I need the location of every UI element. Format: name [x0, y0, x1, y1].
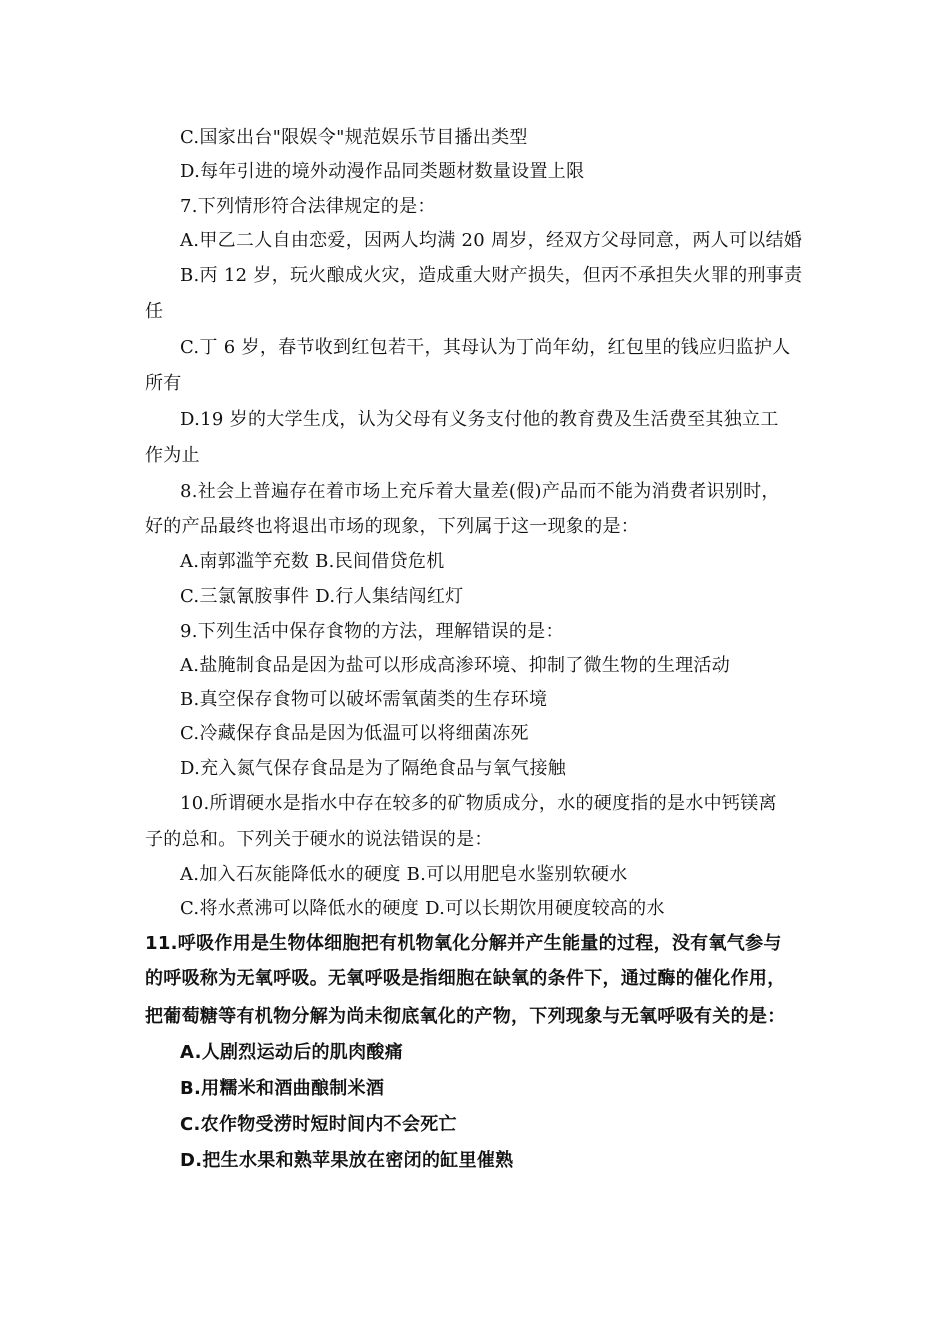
option-11b: B.用糯米和酒曲酿制米酒 — [180, 1078, 385, 1099]
option-6c: C.国家出台"限娱令"规范娱乐节目播出类型 — [180, 127, 528, 148]
option-9d: D.充入氮气保存食品是为了隔绝食品与氧气接触 — [180, 758, 567, 779]
option-8ab: A.南郭滥竽充数 B.民间借贷危机 — [180, 551, 445, 572]
option-11a: A.人剧烈运动后的肌肉酸痛 — [180, 1042, 404, 1063]
option-7d: D.19 岁的大学生戊，认为父母有义务支付他的教育费及生活费至其独立工 — [180, 409, 779, 430]
option-10ab: A.加入石灰能降低水的硬度 B.可以用肥皂水鉴别软硬水 — [180, 864, 628, 885]
option-11c: C.农作物受涝时短时间内不会死亡 — [180, 1114, 457, 1135]
question-11-cont-2: 把葡萄糖等有机物分解为尚未彻底氧化的产物，下列现象与无氧呼吸有关的是： — [145, 1006, 786, 1027]
option-9b: B.真空保存食物可以破坏需氧菌类的生存环境 — [180, 689, 548, 710]
question-7: 7.下列情形符合法律规定的是： — [180, 196, 436, 217]
question-11: 11.呼吸作用是生物体细胞把有机物氧化分解并产生能量的过程，没有氧气参与 — [145, 933, 782, 954]
question-11-cont-1: 的呼吸称为无氧呼吸。无氧呼吸是指细胞在缺氧的条件下，通过酶的催化作用， — [145, 968, 786, 989]
option-7b: B.丙 12 岁，玩火酿成火灾，造成重大财产损失，但丙不承担失火罪的刑事责 — [180, 265, 803, 286]
option-7a: A.甲乙二人自由恋爱，因两人均满 20 周岁，经双方父母同意，两人可以结婚 — [180, 230, 803, 251]
question-10-cont: 子的总和。下列关于硬水的说法错误的是： — [145, 829, 493, 850]
option-10cd: C.将水煮沸可以降低水的硬度 D.可以长期饮用硬度较高的水 — [180, 898, 665, 919]
question-8-cont: 好的产品最终也将退出市场的现象，下列属于这一现象的是： — [145, 516, 640, 537]
option-11d: D.把生水果和熟苹果放在密闭的缸里催熟 — [180, 1150, 514, 1171]
option-7c: C.丁 6 岁，春节收到红包若干，其母认为丁尚年幼，红包里的钱应归监护人 — [180, 337, 791, 358]
option-8cd: C.三氯氰胺事件 D.行人集结闯红灯 — [180, 586, 464, 607]
question-8: 8.社会上普遍存在着市场上充斥着大量差(假)产品而不能为消费者识别时， — [180, 481, 780, 502]
option-7b-cont: 任 — [145, 301, 164, 322]
question-10: 10.所谓硬水是指水中存在较多的矿物质成分，水的硬度指的是水中钙镁离 — [180, 793, 777, 814]
option-7c-cont: 所有 — [145, 373, 182, 394]
option-9a: A.盐腌制食品是因为盐可以形成高渗环境、抑制了微生物的生理活动 — [180, 655, 731, 676]
option-6d: D.每年引进的境外动漫作品同类题材数量设置上限 — [180, 161, 585, 182]
question-9: 9.下列生活中保存食物的方法，理解错误的是： — [180, 621, 564, 642]
option-9c: C.冷藏保存食品是因为低温可以将细菌冻死 — [180, 723, 529, 744]
option-7d-cont: 作为止 — [145, 445, 200, 466]
